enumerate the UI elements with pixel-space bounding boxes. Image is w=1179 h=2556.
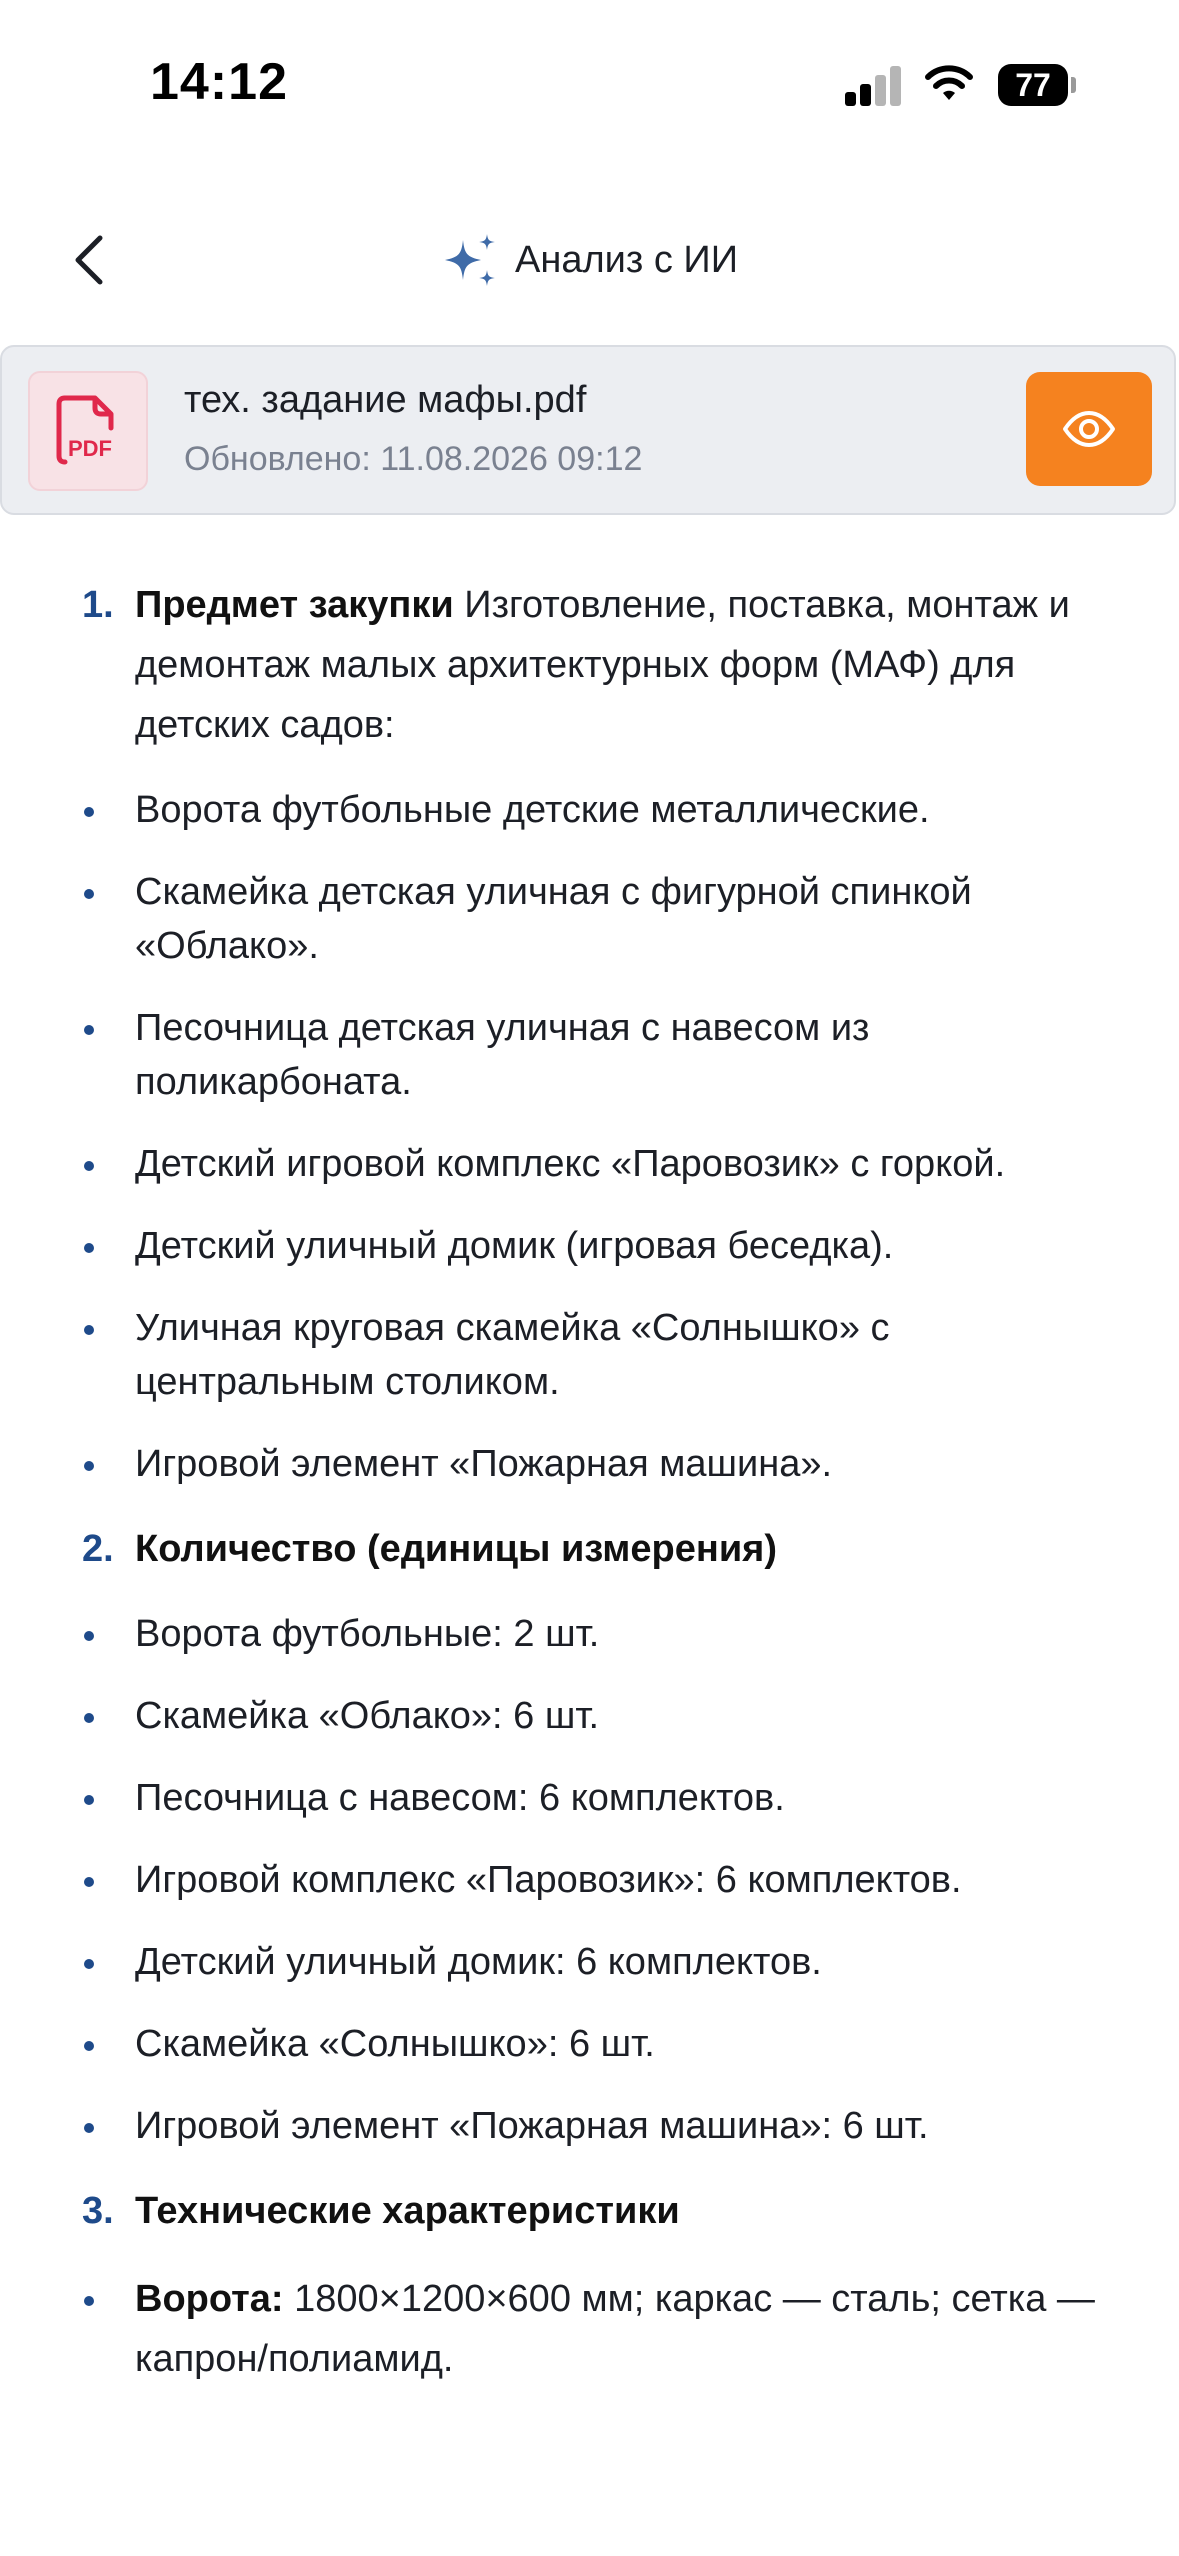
section-text: Изготовление, поставка, монтаж и демонтаж малых архитектурных форм (МАФ) для детских садов:	[135, 584, 1070, 746]
bullet-icon	[84, 807, 94, 817]
bullet-icon	[84, 889, 94, 899]
list-item-text: Детский уличный домик: 6 комплектов.	[135, 1941, 822, 1983]
section-title: Технические характеристики	[135, 2190, 680, 2232]
page-title: Анализ с ИИ	[514, 238, 739, 281]
list-item	[0, 2269, 1179, 2389]
list-item-text: Песочница детская уличная с навесом из поликарбоната.	[135, 1007, 870, 1103]
list-item-text: Игровой комплекс «Паровозик»: 6 комплектов.	[135, 1859, 962, 1901]
list-item	[0, 1935, 1179, 1989]
list-item	[0, 1771, 1179, 1825]
section-title: Предмет закупки	[135, 584, 454, 626]
list-item-text: Скамейка детская уличная с фигурной спинкой «Облако».	[135, 871, 972, 967]
bullet-icon	[84, 2296, 94, 2306]
list-item-text: Скамейка «Солнышко»: 6 шт.	[135, 2023, 655, 2065]
bullet-icon	[84, 1877, 94, 1887]
section-title: Количество (единицы измерения)	[135, 1528, 778, 1570]
bullet-icon	[84, 1243, 94, 1253]
list-item-text: Игровой элемент «Пожарная машина»: 6 шт.	[135, 2105, 929, 2147]
sparkles-icon	[441, 230, 501, 290]
list-item	[0, 1853, 1179, 1907]
cellular-signal-icon	[845, 64, 905, 106]
wifi-icon	[924, 62, 974, 104]
section-number: 1.	[82, 584, 114, 626]
section-number: 3.	[82, 2190, 114, 2232]
file-name: тех. задание мафы.pdf	[184, 379, 587, 421]
bullet-icon	[84, 1461, 94, 1471]
list-item	[0, 865, 1179, 973]
bullet-icon	[84, 1713, 94, 1723]
battery-level: 77	[998, 64, 1068, 106]
section-specs	[0, 2181, 1179, 2241]
nav-header	[0, 200, 1179, 320]
spec-label: Ворота:	[135, 2278, 284, 2320]
bullet-icon	[84, 1161, 94, 1171]
list-item-text: Ворота футбольные детские металлические.	[135, 789, 930, 831]
pdf-file-icon	[28, 371, 148, 491]
list-item-text: Скамейка «Облако»: 6 шт.	[135, 1695, 600, 1737]
spec-value: 1800×1200×600 мм; каркас — сталь; сетка — капрон/полиамид.	[135, 2278, 1095, 2380]
bullet-icon	[84, 1959, 94, 1969]
file-card	[0, 345, 1176, 515]
list-item-text: Уличная круговая скамейка «Солнышко» с центральным столиком.	[135, 1307, 890, 1403]
list-item	[0, 1607, 1179, 1661]
list-item	[0, 783, 1179, 837]
list-item-text: Детский игровой комплекс «Паровозик» с горкой.	[135, 1143, 1006, 1185]
list-item	[0, 2017, 1179, 2071]
analysis-content	[0, 575, 1179, 2417]
bullet-icon	[84, 1795, 94, 1805]
list-item	[0, 1001, 1179, 1109]
svg-text:PDF: PDF	[68, 436, 112, 461]
list-item-text: Детский уличный домик (игровая беседка).	[135, 1225, 894, 1267]
file-updated-date: Обновлено: 11.08.2026 09:12	[184, 440, 643, 478]
view-document-button[interactable]	[1026, 372, 1152, 486]
list-item-text: Песочница с навесом: 6 комплектов.	[135, 1777, 785, 1819]
list-item-text: Игровой элемент «Пожарная машина».	[135, 1443, 833, 1485]
section-subject	[0, 575, 1179, 755]
status-bar	[0, 0, 1179, 170]
section-quantity	[0, 1519, 1179, 1579]
list-item	[0, 2099, 1179, 2153]
bullet-icon	[84, 1631, 94, 1641]
list-item	[0, 1137, 1179, 1191]
bullet-icon	[84, 2041, 94, 2051]
section-number: 2.	[82, 1528, 114, 1570]
eye-icon	[1061, 409, 1117, 449]
list-item	[0, 1437, 1179, 1491]
list-item-text: Ворота футбольные: 2 шт.	[135, 1613, 600, 1655]
bullet-icon	[84, 1325, 94, 1335]
bullet-icon	[84, 2123, 94, 2133]
list-item	[0, 1301, 1179, 1409]
list-item	[0, 1689, 1179, 1743]
status-time: 14:12	[150, 53, 288, 111]
battery-icon	[998, 64, 1076, 106]
list-item	[0, 1219, 1179, 1273]
bullet-icon	[84, 1025, 94, 1035]
